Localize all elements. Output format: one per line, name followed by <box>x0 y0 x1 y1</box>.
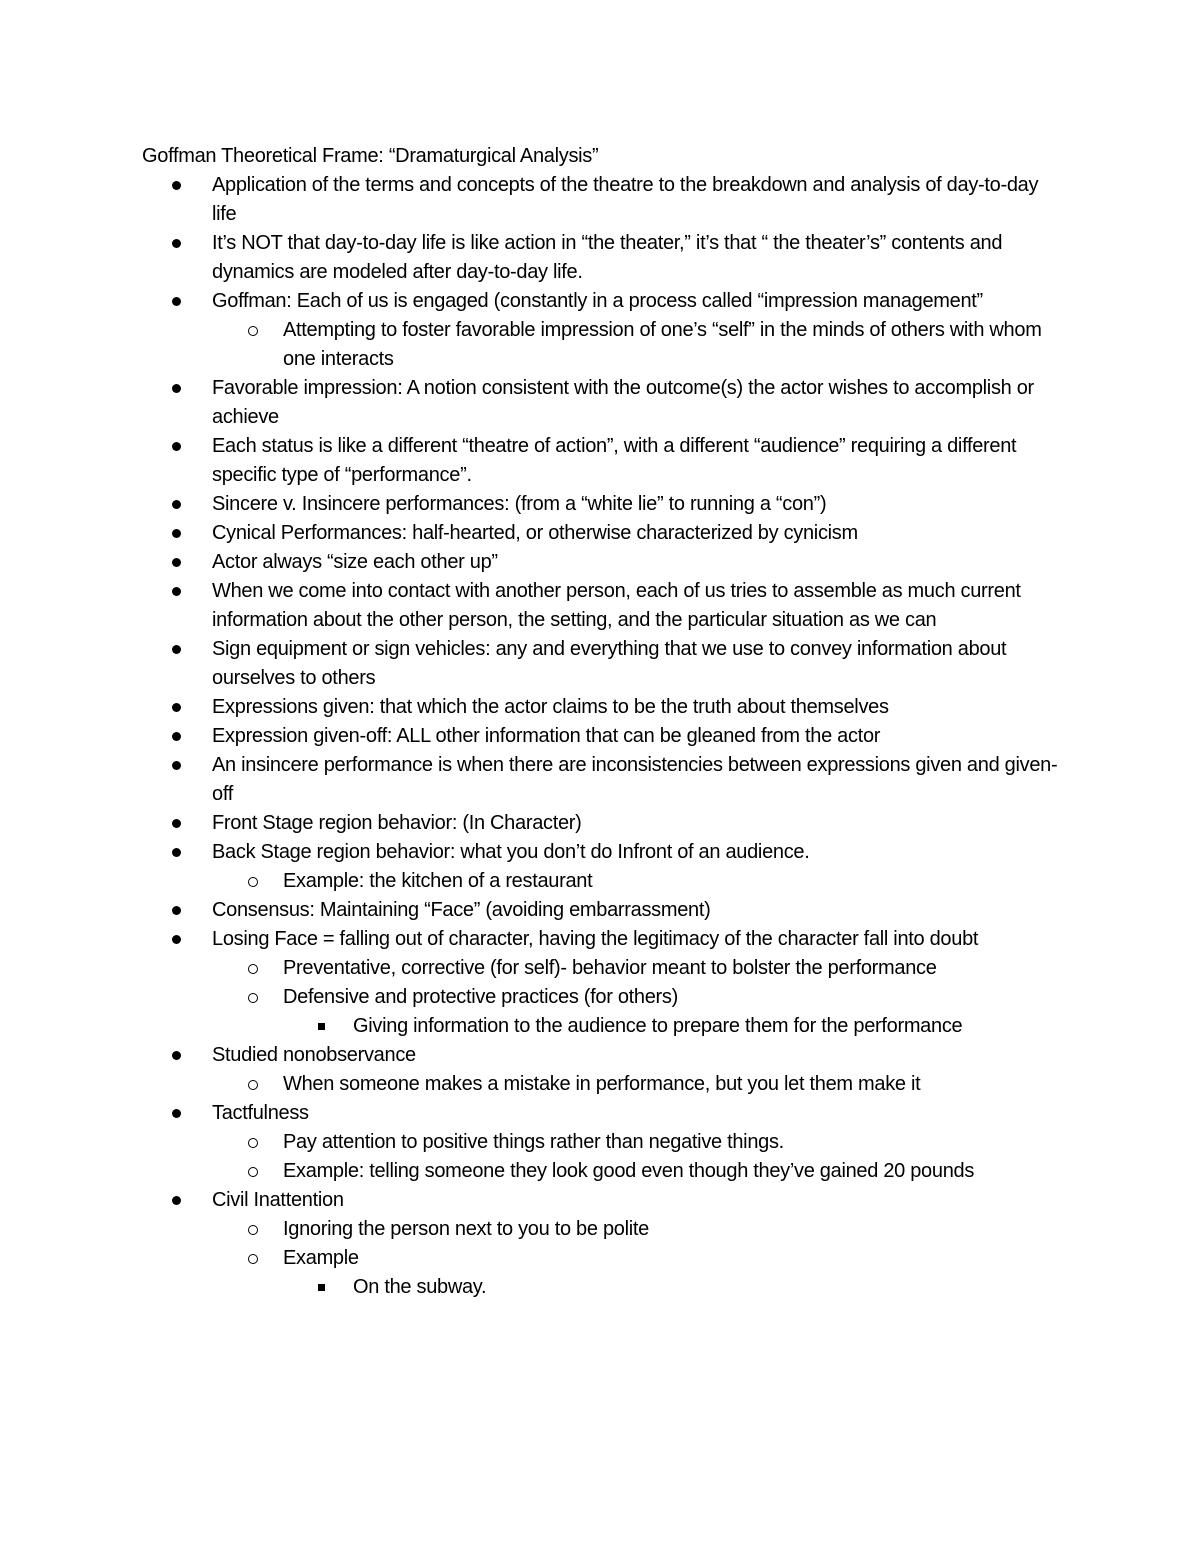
outline-item-text: Expression given-off: ALL other information that can be gleaned from the actor <box>212 725 881 747</box>
bullet-dot-icon <box>172 645 181 654</box>
bullet-dot-icon <box>172 761 181 770</box>
outline-item-level-1 <box>142 693 1062 722</box>
outline-item-level-1 <box>142 374 1062 432</box>
bullet-outline <box>142 171 1062 1302</box>
outline-item-level-2 <box>142 1215 1062 1244</box>
outline-item-level-2 <box>142 316 1062 374</box>
outline-item-level-1 <box>142 925 1062 954</box>
outline-item-level-1 <box>142 1099 1062 1128</box>
bullet-dot-icon <box>172 239 181 248</box>
outline-item-level-1 <box>142 490 1062 519</box>
outline-item-level-1 <box>142 229 1062 287</box>
outline-item-text: Tactfulness <box>212 1102 309 1124</box>
bullet-dot-icon <box>172 181 181 190</box>
bullet-square-icon <box>318 1023 325 1030</box>
outline-item-level-2 <box>142 1070 1062 1099</box>
outline-item-text: Front Stage region behavior: (In Character) <box>212 812 582 834</box>
bullet-dot-icon <box>172 1196 181 1205</box>
bullet-dot-icon <box>172 935 181 944</box>
outline-item-text: Preventative, corrective (for self)- behavior meant to bolster the performance <box>283 957 937 979</box>
outline-item-text: Sincere v. Insincere performances: (from a “white lie” to running a “con”) <box>212 493 827 515</box>
bullet-dot-icon <box>172 1051 181 1060</box>
outline-item-level-3 <box>142 1012 1062 1041</box>
document-title: Goffman Theoretical Frame: “Dramaturgical Analysis” <box>142 145 599 167</box>
outline-item-level-1 <box>142 519 1062 548</box>
outline-item-text: Losing Face = falling out of character, having the legitimacy of the character fall into doubt <box>212 928 979 950</box>
bullet-circle-icon <box>248 877 258 887</box>
bullet-dot-icon <box>172 819 181 828</box>
outline-item-level-1 <box>142 838 1062 867</box>
outline-item-text: Each status is like a different “theatre of action”, with a different “audience” requiring a different specific type of “performance”. <box>212 435 1017 486</box>
outline-item-level-2 <box>142 867 1062 896</box>
outline-item-text: Application of the terms and concepts of the theatre to the breakdown and analysis of day-to-day life <box>212 174 1039 225</box>
bullet-dot-icon <box>172 906 181 915</box>
outline-item-text: Actor always “size each other up” <box>212 551 498 573</box>
bullet-dot-icon <box>172 442 181 451</box>
outline-item-level-1 <box>142 171 1062 229</box>
outline-item-text: Favorable impression: A notion consistent with the outcome(s) the actor wishes to accomplish or achieve <box>212 377 1034 428</box>
outline-item-text: An insincere performance is when there are inconsistencies between expressions given and given-off <box>212 754 1058 805</box>
outline-item-text: Cynical Performances: half-hearted, or otherwise characterized by cynicism <box>212 522 858 544</box>
bullet-square-icon <box>318 1284 325 1291</box>
outline-item-level-2 <box>142 1128 1062 1157</box>
outline-item-text: Example: telling someone they look good even though they’ve gained 20 pounds <box>283 1160 975 1182</box>
bullet-circle-icon <box>248 326 258 336</box>
bullet-circle-icon <box>248 964 258 974</box>
outline-item-text: When we come into contact with another person, each of us tries to assemble as much current information about the other person, the setting, and the particular situation as we can <box>212 580 1021 631</box>
outline-item-text: It’s NOT that day-to-day life is like action in “the theater,” it’s that “ the theater’s” contents and dynamics are modeled after day-to-day life. <box>212 232 1003 283</box>
outline-item-level-1 <box>142 1186 1062 1215</box>
outline-item-level-2 <box>142 954 1062 983</box>
bullet-dot-icon <box>172 703 181 712</box>
outline-item-text: Attempting to foster favorable impression of one’s “self” in the minds of others with whom one interacts <box>283 319 1042 370</box>
outline-item-text: Giving information to the audience to prepare them for the performance <box>353 1015 963 1037</box>
bullet-dot-icon <box>172 587 181 596</box>
outline-item-level-1 <box>142 896 1062 925</box>
outline-item-text: Expressions given: that which the actor claims to be the truth about themselves <box>212 696 889 718</box>
outline-item-text: Civil Inattention <box>212 1189 344 1211</box>
bullet-dot-icon <box>172 529 181 538</box>
bullet-dot-icon <box>172 297 181 306</box>
outline-item-text: Goffman: Each of us is engaged (constantly in a process called “impression management” <box>212 290 983 312</box>
outline-item-level-2 <box>142 983 1062 1012</box>
bullet-dot-icon <box>172 1109 181 1118</box>
outline-item-level-2 <box>142 1157 1062 1186</box>
outline-item-level-1 <box>142 809 1062 838</box>
outline-item-level-1 <box>142 577 1062 635</box>
outline-item-text: Defensive and protective practices (for others) <box>283 986 678 1008</box>
outline-item-text: Consensus: Maintaining “Face” (avoiding embarrassment) <box>212 899 711 921</box>
bullet-circle-icon <box>248 993 258 1003</box>
outline-item-text: Example <box>283 1247 359 1269</box>
bullet-dot-icon <box>172 558 181 567</box>
bullet-dot-icon <box>172 732 181 741</box>
outline-item-text: Example: the kitchen of a restaurant <box>283 870 593 892</box>
bullet-dot-icon <box>172 384 181 393</box>
outline-item-level-1 <box>142 1041 1062 1070</box>
bullet-dot-icon <box>172 848 181 857</box>
document-body <box>142 142 1062 1302</box>
outline-item-level-2 <box>142 1244 1062 1273</box>
bullet-circle-icon <box>248 1254 258 1264</box>
outline-item-level-3 <box>142 1273 1062 1302</box>
outline-item-text: Ignoring the person next to you to be polite <box>283 1218 649 1240</box>
outline-item-level-1 <box>142 722 1062 751</box>
outline-item-text: Pay attention to positive things rather than negative things. <box>283 1131 784 1153</box>
outline-item-text: Sign equipment or sign vehicles: any and everything that we use to convey information about ourselves to others <box>212 638 1007 689</box>
outline-item-level-1 <box>142 635 1062 693</box>
outline-item-text: When someone makes a mistake in performance, but you let them make it <box>283 1073 921 1095</box>
outline-item-level-1 <box>142 548 1062 577</box>
outline-item-text: Back Stage region behavior: what you don’t do Infront of an audience. <box>212 841 810 863</box>
bullet-circle-icon <box>248 1138 258 1148</box>
outline-item-level-1 <box>142 751 1062 809</box>
outline-item-level-1 <box>142 287 1062 316</box>
bullet-dot-icon <box>172 500 181 509</box>
bullet-circle-icon <box>248 1080 258 1090</box>
outline-item-level-1 <box>142 432 1062 490</box>
bullet-circle-icon <box>248 1225 258 1235</box>
outline-item-text: Studied nonobservance <box>212 1044 416 1066</box>
outline-item-text: On the subway. <box>353 1276 487 1298</box>
bullet-circle-icon <box>248 1167 258 1177</box>
